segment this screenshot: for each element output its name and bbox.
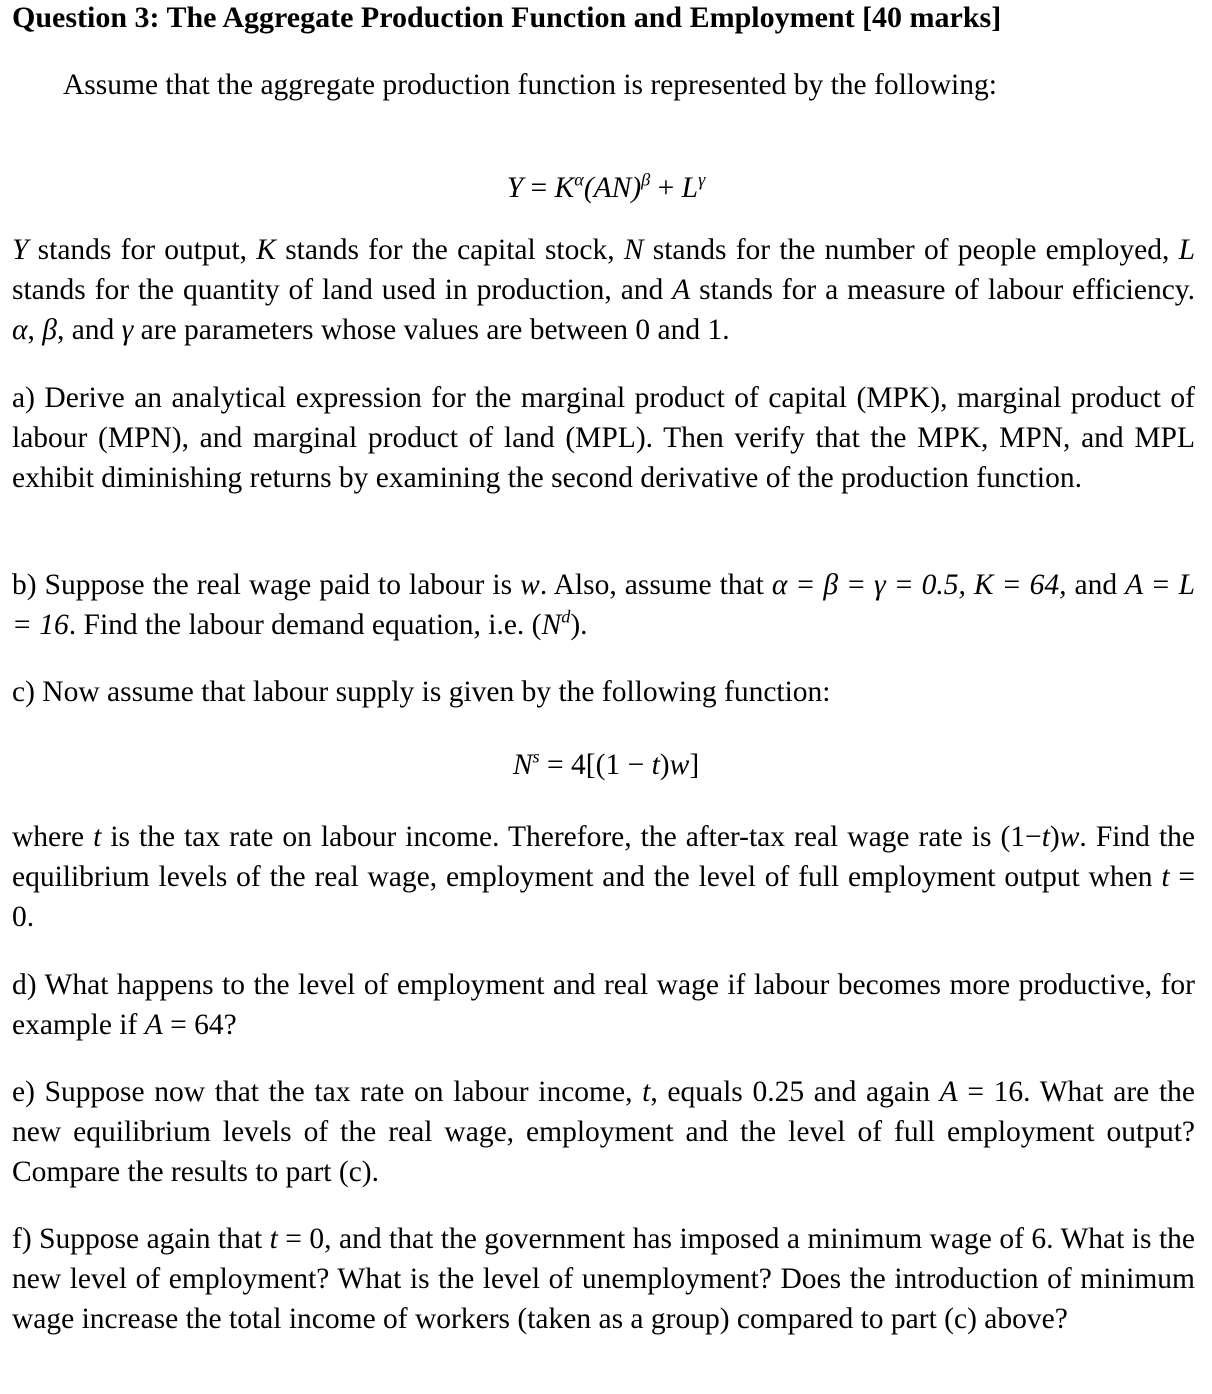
part-b-paragraph: b) Suppose the real wage paid to labour is w. Also, assume that α = β = γ = 0.5, K = 64, and A = L = 16. Find the labour demand equation, i.e. $(N^d)$. [12, 569, 1195, 641]
part-c-intro: c) Now assume that labour supply is given by the following function: [12, 676, 831, 708]
part-e-paragraph: e) Suppose now that the tax rate on labour income, t, equals 0.25 and again A = 16. What are the new equilibrium levels of the real wage, employment and the level of full employment output? Compare the results to part (c). [12, 1076, 1195, 1188]
part-a-paragraph: a) Derive an analytical expression for the marginal product of capital (MPK), marginal product of labour (MPN), and marginal product of land (MPL). Then verify that the MPK, MPN, and MPL exhibit diminishing returns by examining the second derivative of the production function. [12, 382, 1195, 494]
production-function-equation: $Y = K^\alpha(AN)^\beta + L^\gamma$ [506, 169, 706, 204]
part-c-paragraph: where t is the tax rate on labour income. Therefore, the after-tax real wage rate is (1−t)w. Find the equilibrium levels of the real wage, employment and the level of full employment output when t = 0. [12, 821, 1195, 933]
intro-text: Assume that the aggregate production function is represented by the following: [63, 69, 997, 101]
part-f-paragraph: f) Suppose again that t = 0, and that the government has imposed a minimum wage of 6. What is the new level of employment? What is the level of unemployment? Does the introduction of minimum wage increase the total income of workers (taken as a group) compared to part (c) above? [12, 1223, 1195, 1335]
definitions-paragraph: Y stands for output, K stands for the capital stock, N stands for the number of people employed, L stands for the quantity of land used in production, and A stands for a measure of labour efficiency. α, β, and γ are parameters whose values are between 0 and 1. [12, 234, 1196, 346]
labour-supply-equation: $N^s = 4[(1 - t)w]$ [512, 746, 700, 781]
question-title: Question 3: The Aggregate Production Function and Employment [40 marks] [12, 1, 1002, 34]
part-d-paragraph: d) What happens to the level of employment and real wage if labour becomes more productive, for example if A = 64? [12, 969, 1195, 1041]
